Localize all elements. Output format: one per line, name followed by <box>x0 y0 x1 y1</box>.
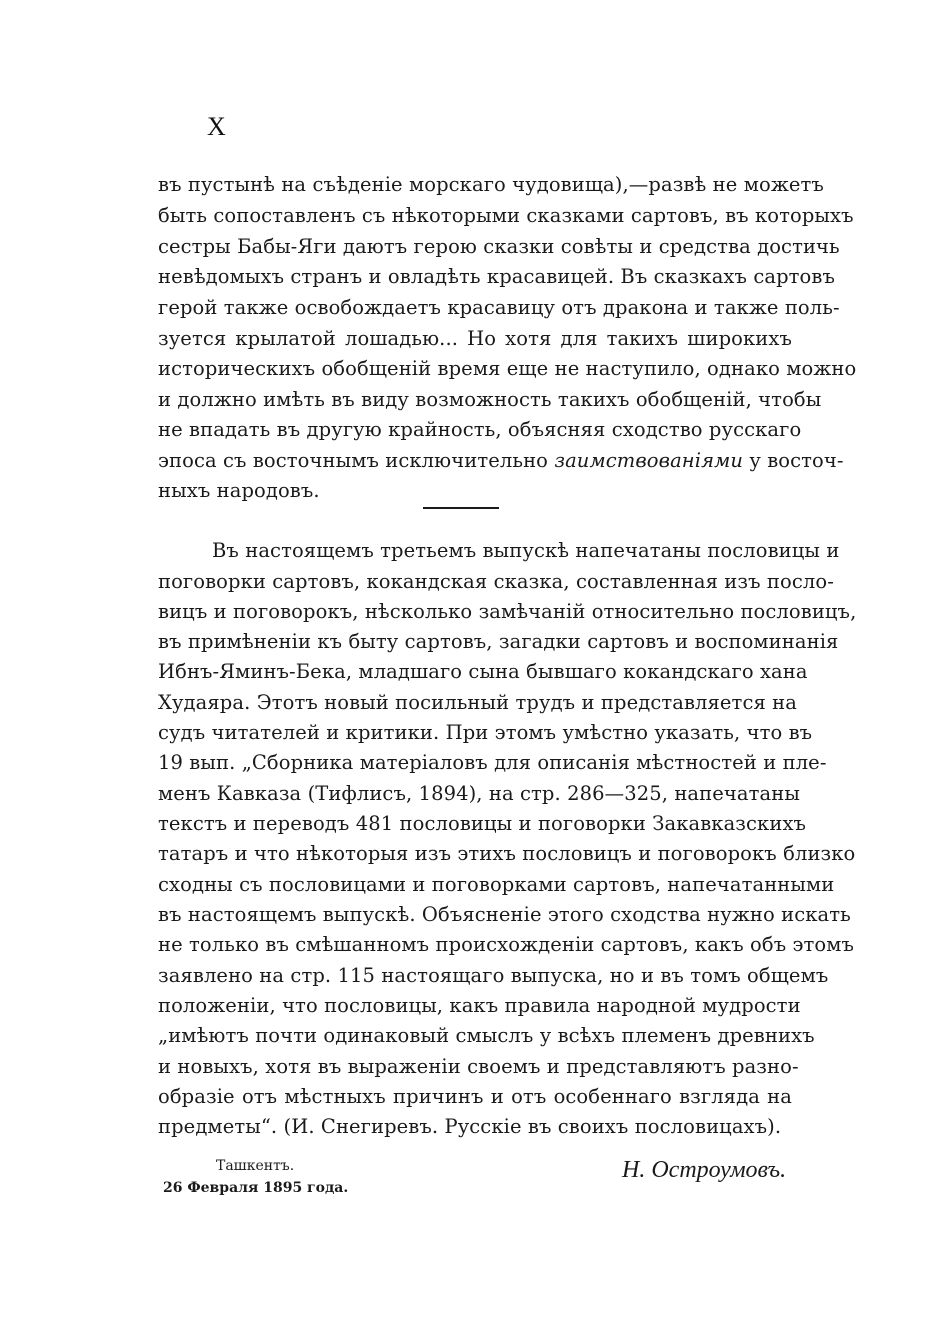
text-line: положеніи, что пословицы, какъ правила народной мудрости <box>158 994 801 1017</box>
section-divider <box>423 507 499 509</box>
text-line: Ибнъ-Яминъ-Бека, младшаго сына бывшаго кокандскаго хана <box>158 660 808 683</box>
text-line: не впадать въ другую крайность, объясняя сходство русскаго <box>158 418 802 441</box>
text-line: вицъ и поговорокъ, нѣсколько замѣчаній относительно пословицъ, <box>158 600 857 623</box>
place-of-writing: Ташкентъ. <box>216 1158 295 1174</box>
text-line: и должно имѣть въ виду возможность такихъ обобщеній, чтобы <box>158 388 822 411</box>
text-line: ныхъ народовъ. <box>158 479 320 502</box>
text-line: сестры Бабы-Яги даютъ герою сказки совѣты и средства достичь <box>158 235 840 258</box>
text-line-with-italic <box>158 446 844 476</box>
text-line: текстъ и переводъ 481 пословицы и поговорки Закавказскихъ <box>158 812 807 835</box>
page-number: X <box>207 112 226 141</box>
text-line: „имѣютъ почти одинаковый смыслъ у всѣхъ племенъ древнихъ <box>158 1024 815 1047</box>
text-segment: эпоса съ восточнымъ исключительно <box>158 449 549 472</box>
text-line: поговорки сартовъ, кокандская сказка, составленная изъ посло- <box>158 570 834 593</box>
text-line: заявлено на стр. 115 настоящаго выпуска, но и въ томъ общемъ <box>158 964 829 987</box>
date-of-writing: 26 Февраля 1895 года. <box>163 1180 349 1196</box>
text-line: герой также освобождаетъ красавицу отъ дракона и также поль- <box>158 296 840 319</box>
author-signature: Н. Остроумовъ. <box>622 1157 787 1183</box>
text-line: сходны съ пословицами и поговорками сартовъ, напечатанными <box>158 873 835 896</box>
text-line: 19 вып. „Сборника матеріаловъ для описанія мѣстностей и пле- <box>158 751 827 774</box>
text-line: образіе отъ мѣстныхъ причинъ и отъ особеннаго взгляда на <box>158 1085 792 1108</box>
text-line: въ настоящемъ выпускѣ. Объясненіе этого сходства нужно искать <box>158 903 851 926</box>
text-line: судъ читателей и критики. При этомъ умѣстно указать, что въ <box>158 721 813 744</box>
text-line: татаръ и что нѣкоторыя изъ этихъ пословицъ и поговорокъ близко <box>158 842 856 865</box>
text-line: не только въ смѣшанномъ происхожденіи сартовъ, какъ объ этомъ <box>158 933 855 956</box>
text-line: менъ Кавказа (Тифлисъ, 1894), на стр. 286—325, напечатаны <box>158 782 800 805</box>
text-segment: у восточ- <box>749 449 844 472</box>
text-line: зуется крылатой лошадью... Но хотя для такихъ широкихъ <box>158 327 792 350</box>
italic-word: заимствованіями <box>554 449 744 472</box>
text-line: Въ настоящемъ третьемъ выпускѣ напечатаны пословицы и <box>212 539 840 562</box>
text-line: историческихъ обобщеній время еще не наступило, однако можно <box>158 357 857 380</box>
text-line: и новыхъ, хотя въ выраженіи своемъ и представляютъ разно- <box>158 1055 799 1078</box>
text-line: предметы“. (И. Снегиревъ. Русскіе въ своихъ пословицахъ). <box>158 1115 782 1138</box>
text-line: Худаяра. Этотъ новый посильный трудъ и представляется на <box>158 691 797 714</box>
text-line: въ примѣненіи къ быту сартовъ, загадки сартовъ и воспоминанія <box>158 630 839 653</box>
text-line: невѣдомыхъ странъ и овладѣть красавицей. Въ сказкахъ сартовъ <box>158 265 835 288</box>
text-line: въ пустынѣ на съѣденіе морскаго чудовища),—развѣ не можетъ <box>158 173 824 196</box>
text-line: быть сопоставленъ съ нѣкоторыми сказками сартовъ, въ которыхъ <box>158 204 854 227</box>
